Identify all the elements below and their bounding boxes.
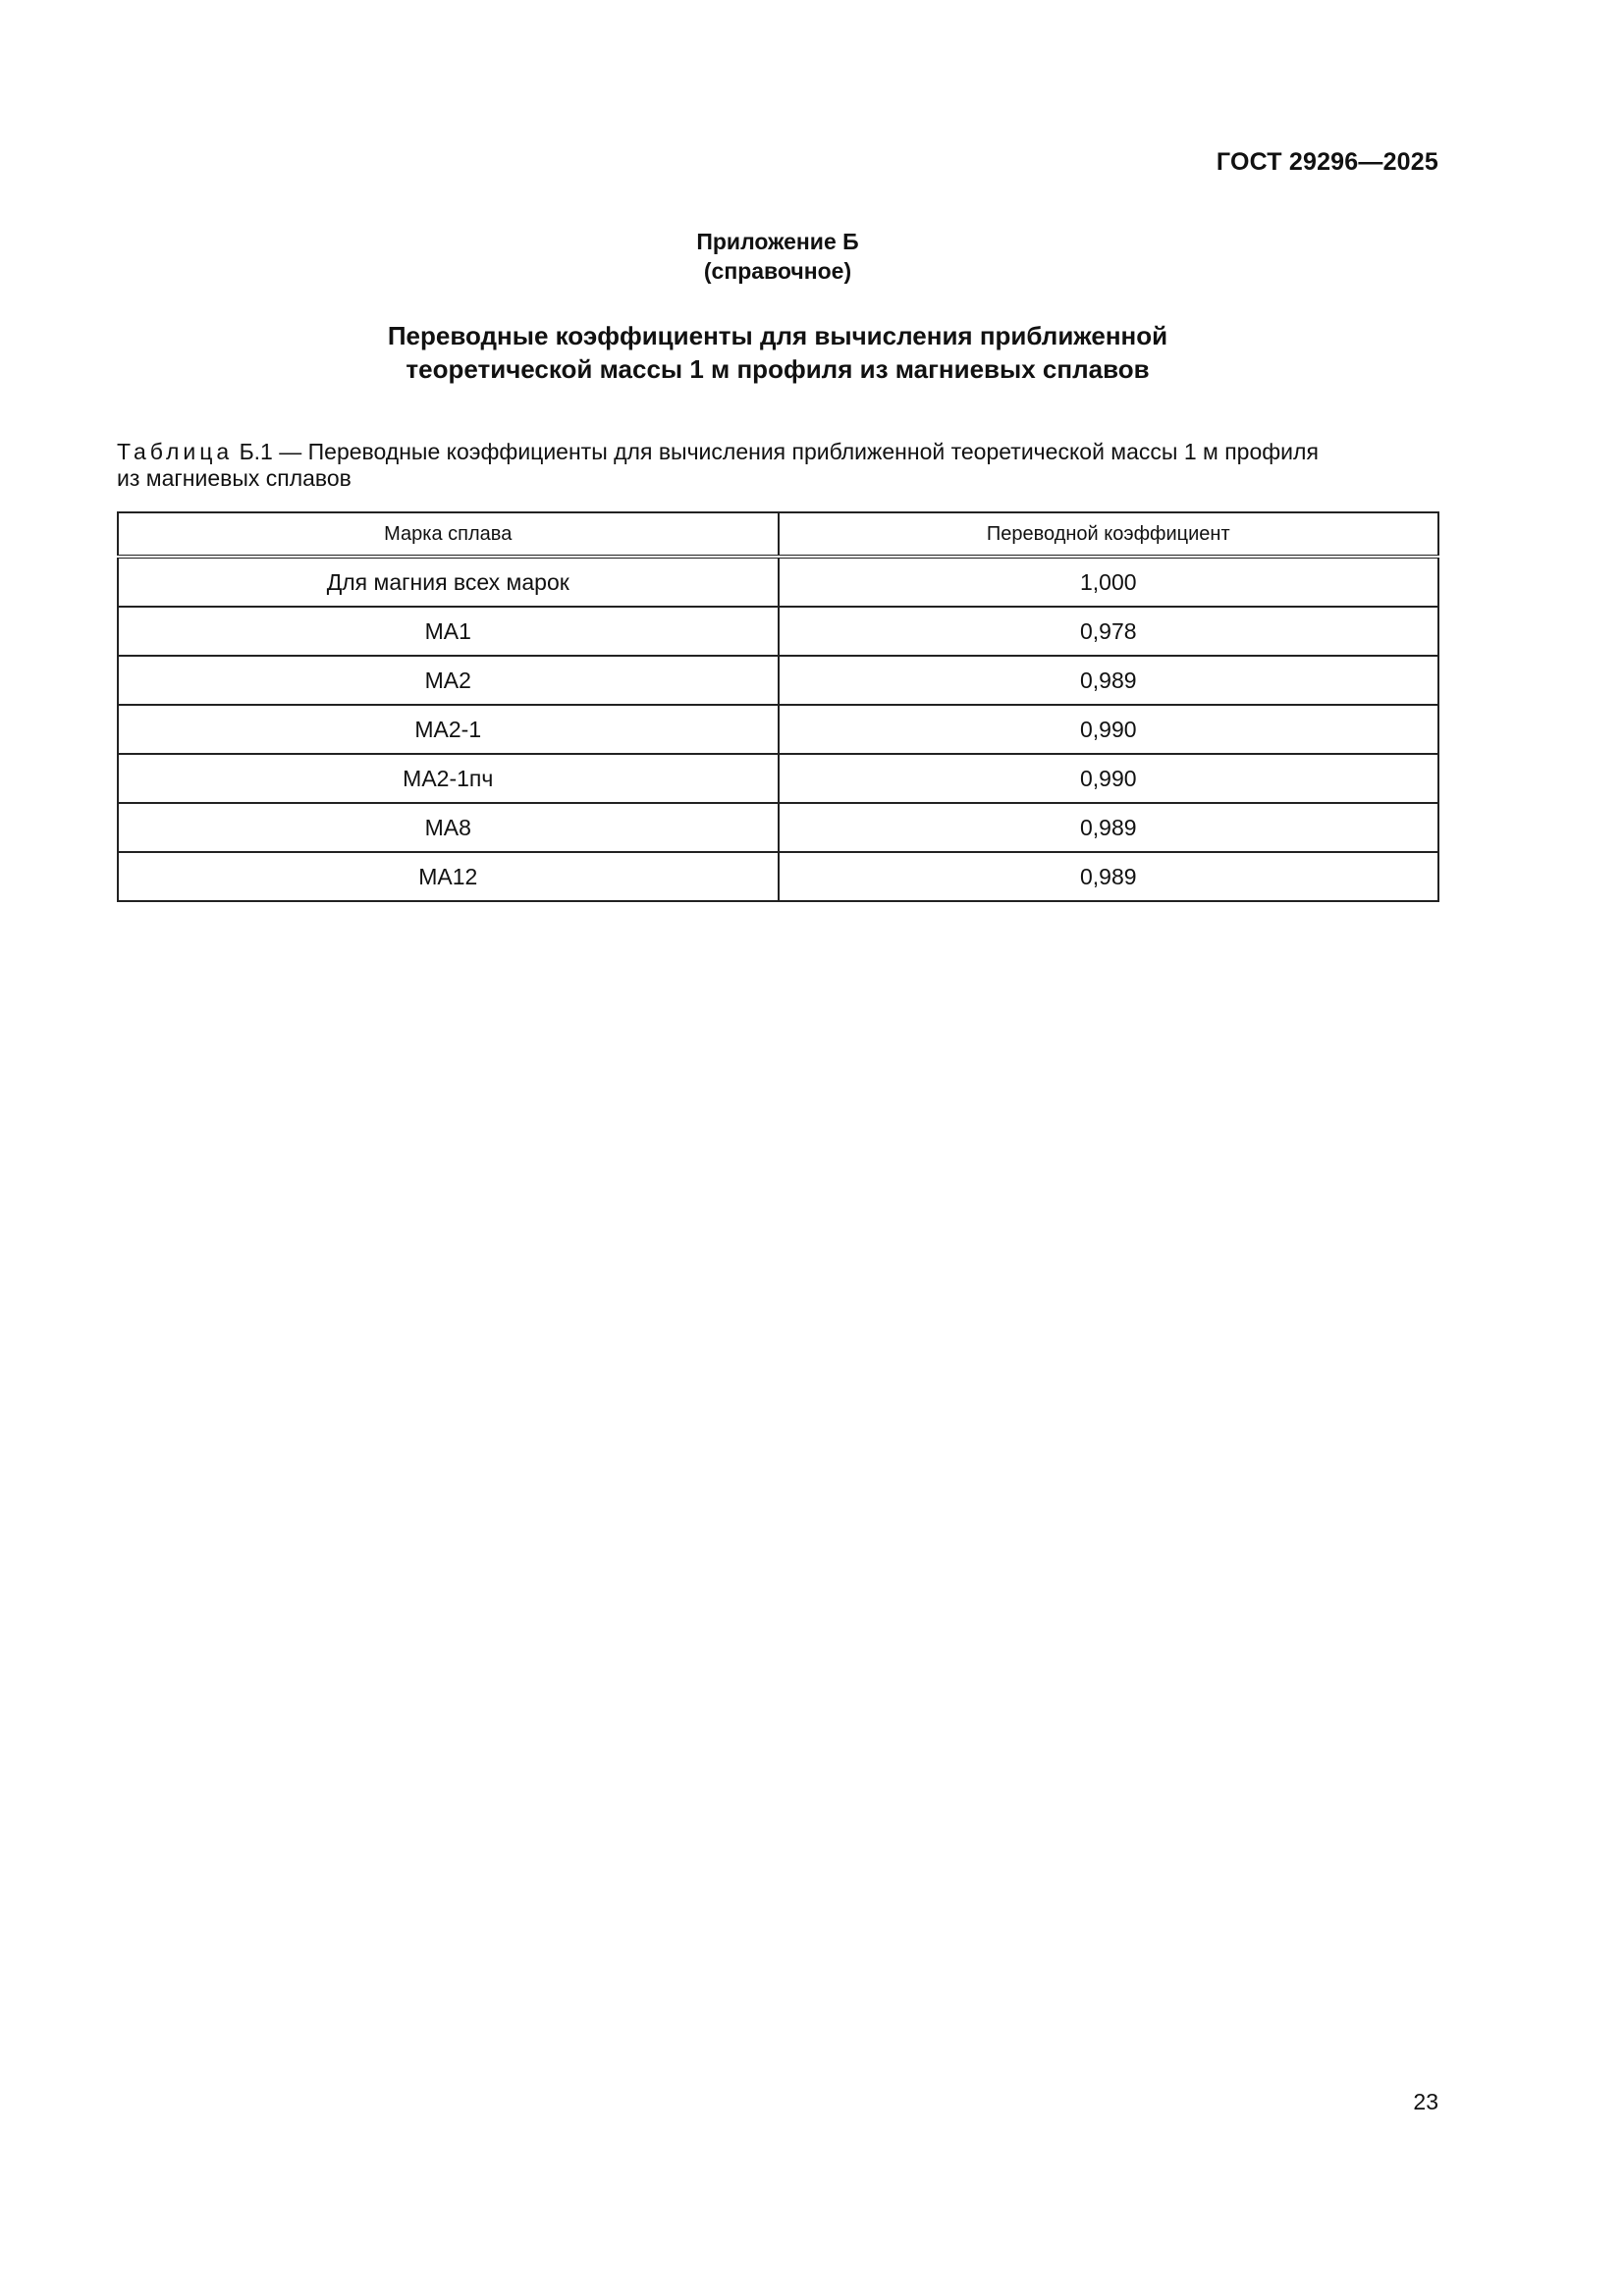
table-caption-prefix: Таблица — [117, 439, 234, 464]
appendix-title — [117, 319, 1438, 386]
coefficient-cell: 1,000 — [779, 557, 1439, 607]
table-row — [118, 557, 1438, 607]
alloy-grade-cell: МА12 — [118, 852, 779, 901]
coefficient-cell: 0,989 — [779, 803, 1439, 852]
alloy-grade-cell: МА2-1пч — [118, 754, 779, 803]
coefficient-cell: 0,989 — [779, 852, 1439, 901]
table-row — [118, 803, 1438, 852]
table-caption-line-1 — [117, 439, 1438, 465]
table-row — [118, 656, 1438, 705]
appendix-label: Приложение Б — [696, 229, 859, 254]
alloy-grade-cell: МА1 — [118, 607, 779, 656]
table-caption — [117, 439, 1438, 492]
appendix-title-line-1: Переводные коэффициенты для вычисления приближенной — [387, 321, 1168, 350]
coefficient-cell: 0,990 — [779, 705, 1439, 754]
appendix-title-line-2: теоретической массы 1 м профиля из магниевых сплавов — [406, 354, 1150, 384]
table-row — [118, 607, 1438, 656]
alloy-grade-cell: МА2 — [118, 656, 779, 705]
conversion-coefficients-table — [117, 511, 1439, 902]
coefficient-cell: 0,990 — [779, 754, 1439, 803]
appendix-heading — [117, 227, 1438, 286]
table-header-row — [118, 512, 1438, 557]
appendix-status: (справочное) — [703, 258, 852, 284]
column-header-alloy-grade: Марка сплава — [118, 512, 779, 557]
table-row — [118, 754, 1438, 803]
table-row — [118, 705, 1438, 754]
alloy-grade-cell: МА2-1 — [118, 705, 779, 754]
page-number: 23 — [1413, 2089, 1438, 2114]
table-row — [118, 852, 1438, 901]
coefficient-cell: 0,978 — [779, 607, 1439, 656]
alloy-grade-cell: МА8 — [118, 803, 779, 852]
table-caption-text: Б.1 — Переводные коэффициенты для вычисления приближенной теоретической массы 1 м профиля — [233, 439, 1319, 464]
alloy-grade-cell: Для магния всех марок — [118, 557, 779, 607]
column-header-coefficient: Переводной коэффициент — [779, 512, 1439, 557]
document-code: ГОСТ 29296—2025 — [1216, 148, 1438, 176]
table-caption-line-2: из магниевых сплавов — [117, 465, 352, 491]
coefficient-cell: 0,989 — [779, 656, 1439, 705]
